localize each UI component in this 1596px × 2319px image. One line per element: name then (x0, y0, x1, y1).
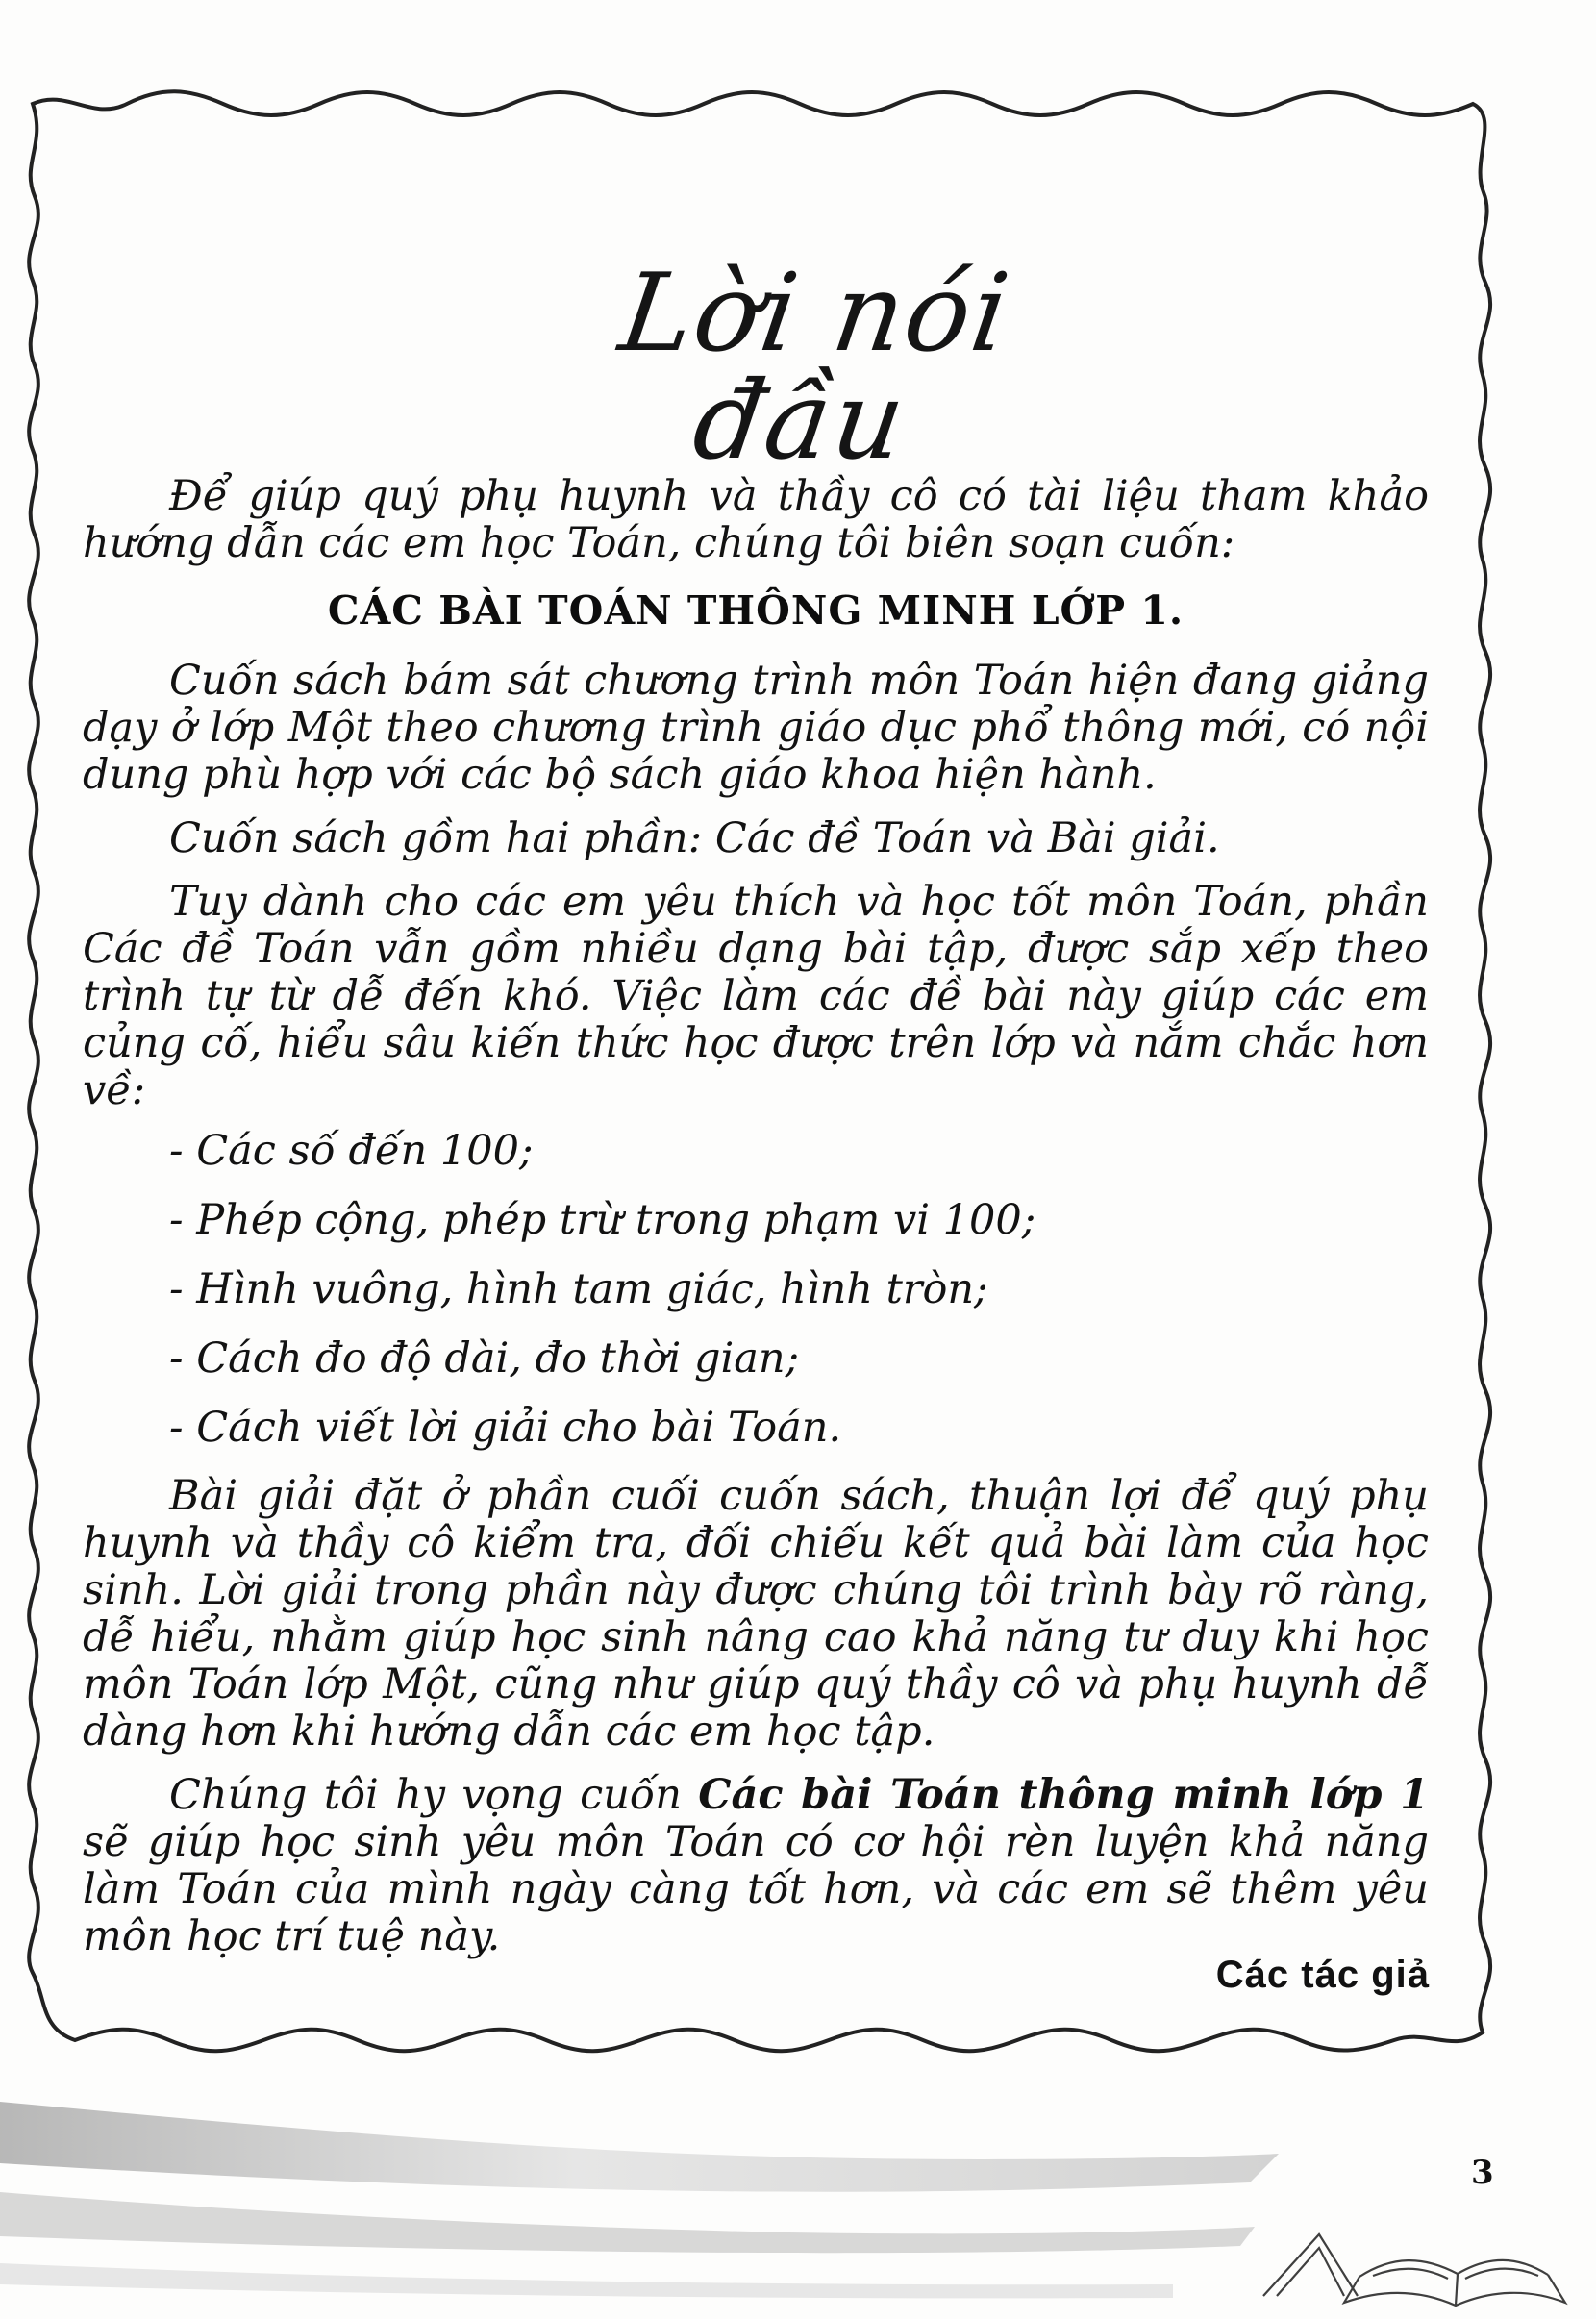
paragraph-3: Tuy dành cho các em yêu thích và học tốt môn Toán, phần Các đề Toán vẫn gồm nhiều dạng bài tập, được sắp xếp theo trình tự từ dễ đến khó. Việc làm các đề bài này giúp các em củng cố, hiểu sâu kiến thức học được trên lớp và nắm chắc hơn về: (83, 878, 1429, 1114)
paragraph-5 (83, 1772, 1429, 1960)
paragraph-5-book-title: Các bài Toán thông minh lớp 1 (698, 1771, 1429, 1819)
intro-paragraph: Để giúp quý phụ huynh và thầy cô có tài liệu tham khảo hướng dẫn các em học Toán, chúng tôi biên soạn cuốn: (83, 472, 1429, 567)
paragraph-1: Cuốn sách bám sát chương trình môn Toán hiện đang giảng dạy ở lớp Một theo chương trình giáo dục phổ thông mới, có nội dung phù hợp với các bộ sách giáo khoa hiện hành. (83, 657, 1429, 799)
paragraph-5-end: sẽ giúp học sinh yêu môn Toán có cơ hội rèn luyện khả năng làm Toán của mình ngày càng tốt hơn, và các em sẽ thêm yêu môn học trí tuệ này. (83, 1818, 1429, 1960)
topic-item: - Cách đo độ dài, đo thời gian; (169, 1334, 800, 1383)
page-number: 3 (1471, 2154, 1494, 2192)
topic-list (83, 1128, 1429, 1452)
paragraph-2: Cuốn sách gồm hai phần: Các đề Toán và Bài giải. (169, 814, 1220, 862)
open-book-icon (1263, 2234, 1565, 2306)
paragraph-4: Bài giải đặt ở phần cuối cuốn sách, thuận lợi để quý phụ huynh và thầy cô kiểm tra, đối chiếu kết quả bài làm của học sinh. Lời giải trong phần này được chúng tôi trình bày rõ ràng, dễ hiểu, nhằm giúp học sinh nâng cao khả năng tư duy khi học môn Toán lớp Một, cũng như giúp quý thầy cô và phụ huynh dễ dàng hơn khi hướng dẫn các em học tập. (83, 1472, 1429, 1756)
paragraph-5-start: Chúng tôi hy vọng cuốn (169, 1771, 682, 1819)
topic-item: - Các số đến 100; (169, 1127, 534, 1175)
bottom-decoration (0, 2067, 1596, 2319)
preface-text-block (83, 473, 1429, 1960)
topic-item: - Hình vuông, hình tam giác, hình tròn; (169, 1265, 988, 1313)
page-heading: Lời nói đầu (612, 251, 1018, 484)
author-signature: Các tác giả (1215, 1954, 1430, 1996)
topic-item: - Phép cộng, phép trừ trong phạm vi 100; (169, 1196, 1036, 1244)
topic-item: - Cách viết lời giải cho bài Toán. (169, 1404, 842, 1452)
book-title: CÁC BÀI TOÁN THÔNG MINH LỚP 1. (327, 587, 1185, 634)
